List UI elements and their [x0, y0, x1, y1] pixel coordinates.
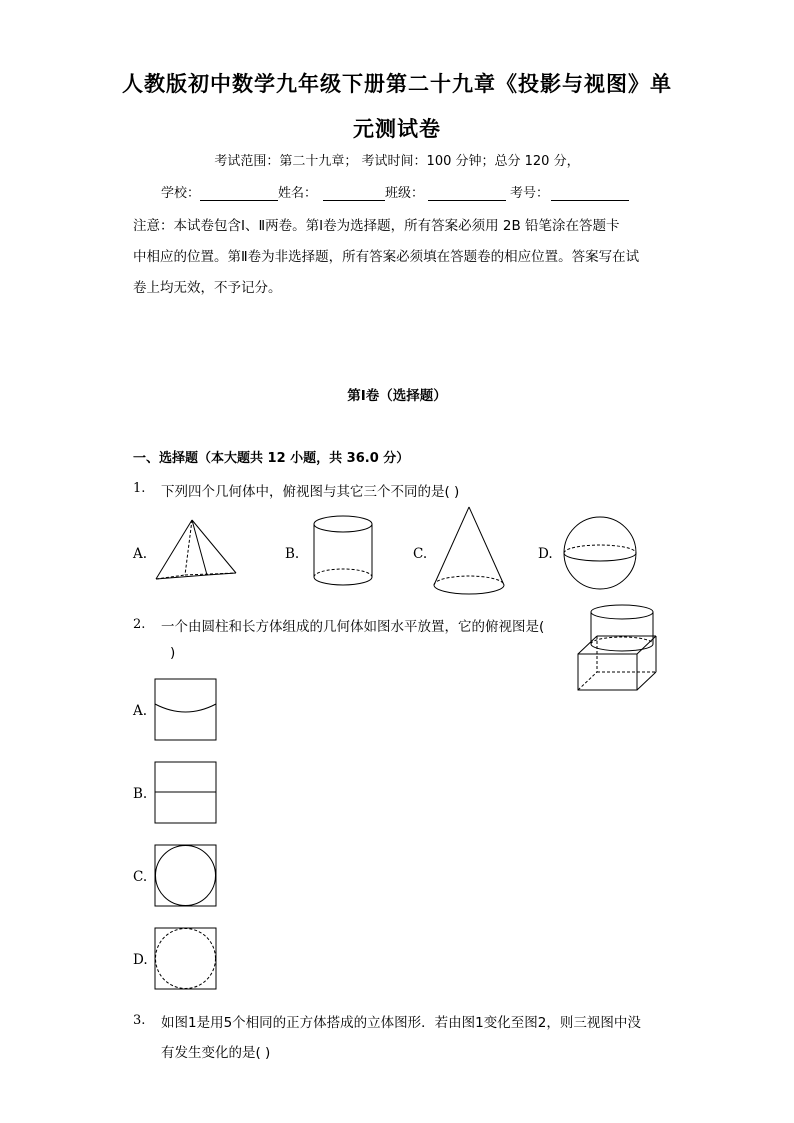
- pyramid-figure: [150, 518, 240, 582]
- option-d-square-dashed-circle-figure: [154, 927, 218, 991]
- cylinder-figure: [310, 514, 376, 588]
- exam-info: 考试范围：第二十九章； 考试时间：100 分钟；总分 120 分，: [214, 154, 580, 169]
- question-1-number: 1.: [133, 481, 146, 496]
- student-info-fields: [161, 182, 629, 201]
- document-title-line1: 人教版初中数学九年级下册第二十九章《投影与视图》单: [122, 72, 672, 96]
- part-heading: 一、选择题（本大题共 12 小题，共 36.0 分）: [133, 451, 410, 466]
- document-title-line2: 元测试卷: [353, 117, 441, 141]
- q1-option-d-label[interactable]: D.: [538, 546, 553, 562]
- q1-option-c-label[interactable]: C.: [413, 546, 428, 562]
- note-line: 注意：本试卷包含Ⅰ、Ⅱ两卷。第Ⅰ卷为选择题，所有答案必须用 2B 铅笔涂在答题卡: [133, 218, 620, 234]
- cone-figure: [430, 505, 510, 597]
- option-b-square-line-figure: [154, 761, 218, 825]
- name-blank[interactable]: [323, 186, 385, 201]
- exam-note: [133, 211, 663, 304]
- question-2-text-line2: ): [170, 645, 176, 661]
- name-label: 姓名：: [278, 186, 318, 201]
- q2-option-a-label[interactable]: A.: [133, 703, 148, 719]
- q2-option-d-label[interactable]: D.: [133, 952, 148, 968]
- question-2-number: 2.: [133, 617, 146, 632]
- school-label: 学校：: [161, 186, 201, 201]
- q1-option-b-label[interactable]: B.: [285, 546, 300, 562]
- class-blank[interactable]: [428, 186, 506, 201]
- question-2-text-line1: 一个由圆柱和长方体组成的几何体如图水平放置，它的俯视图是(: [161, 619, 545, 635]
- school-blank[interactable]: [200, 186, 278, 201]
- q2-option-c-label[interactable]: C.: [133, 869, 148, 885]
- class-label: 班级：: [385, 186, 425, 201]
- question-3-text-line2: 有发生变化的是( ): [161, 1045, 271, 1061]
- id-blank[interactable]: [551, 186, 629, 201]
- id-label: 考号：: [510, 186, 550, 201]
- section-heading: 第Ⅰ卷（选择题）: [347, 388, 447, 404]
- cylinder-on-box-figure: [575, 602, 663, 694]
- question-1-text: 下列四个几何体中，俯视图与其它三个不同的是( ): [161, 484, 460, 500]
- sphere-figure: [560, 515, 640, 591]
- question-3-number: 3.: [133, 1013, 146, 1028]
- note-line: 中相应的位置。第Ⅱ卷为非选择题，所有答案必须填在答题卷的相应位置。答案写在试: [133, 249, 640, 265]
- q1-option-a-label[interactable]: A.: [133, 546, 148, 562]
- option-a-square-arc-figure: [154, 678, 218, 742]
- note-line: 卷上均无效，不予记分。: [133, 280, 282, 296]
- option-c-square-circle-figure: [154, 844, 218, 908]
- question-3-text-line1: 如图1是用5个相同的正方体搭成的立体图形．若由图1变化至图2，则三视图中没: [161, 1015, 641, 1031]
- q2-option-b-label[interactable]: B.: [133, 786, 148, 802]
